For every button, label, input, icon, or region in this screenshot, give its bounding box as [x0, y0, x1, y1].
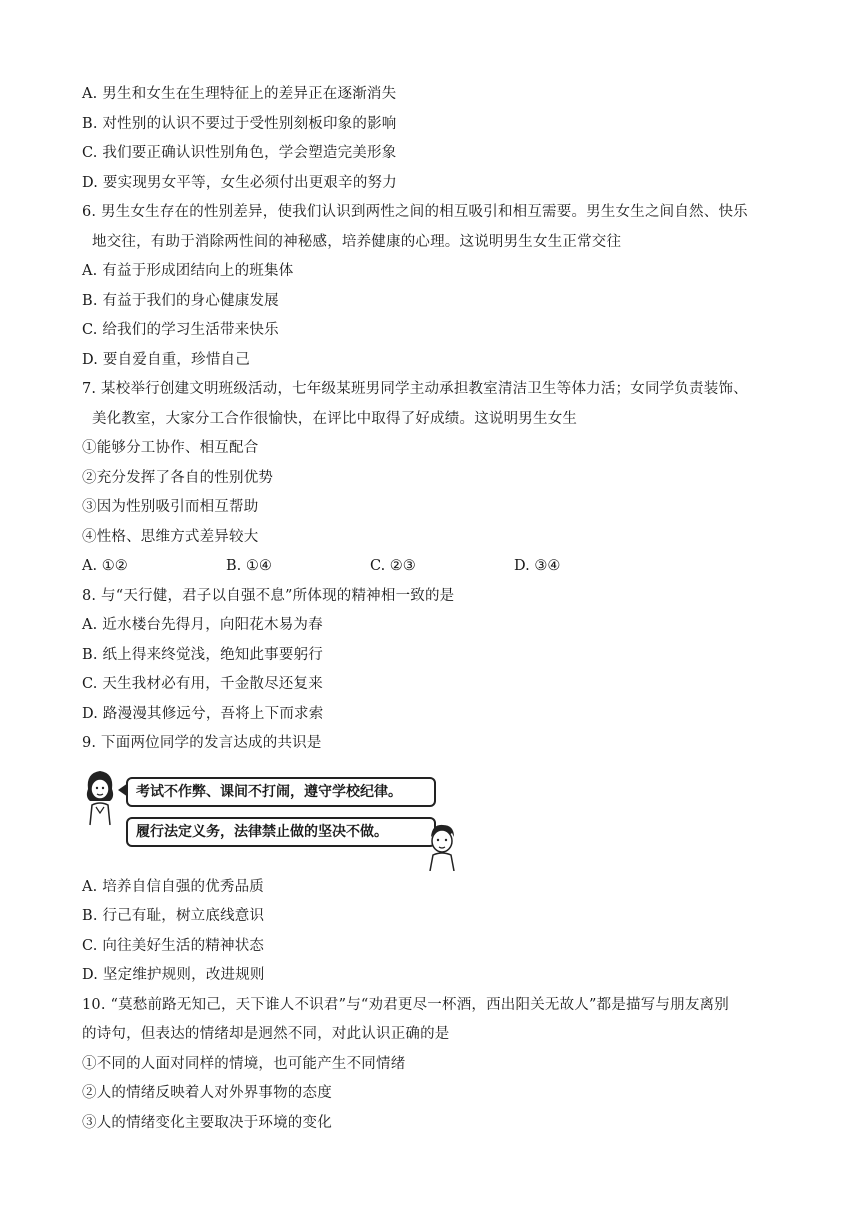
q7-choices — [82, 552, 782, 582]
exam-page — [82, 80, 782, 1138]
q7-choice-a: A. ①② — [82, 558, 128, 574]
q8-option-d: D. 路漫漫其修远兮，吾将上下而求索 — [82, 705, 324, 722]
q6-stem-line-2: 地交往，有助于消除两性间的神秘感，培养健康的心理。这说明男生女生正常交往 — [92, 233, 622, 250]
q9-option-a: A. 培养自信自强的优秀品质 — [82, 878, 264, 895]
q8-option-b: B. 纸上得来终觉浅，绝知此事要躬行 — [82, 646, 323, 663]
q8-option-a: A. 近水楼台先得月，向阳花木易为春 — [82, 617, 323, 633]
q5-option-d: D. 要实现男女平等，女生必须付出更艰辛的努力 — [82, 174, 397, 191]
q9-option-c: C. 向往美好生活的精神状态 — [82, 937, 265, 954]
q7-choice-c: C. ②③ — [370, 558, 416, 574]
speech-bubble-boy: 履行法定义务，法律禁止做的坚决不做。 — [126, 817, 436, 847]
q10-item-3: ③人的情绪变化主要取决于环境的变化 — [82, 1114, 332, 1131]
q10-item-1: ①不同的人面对同样的情境，也可能产生不同情绪 — [82, 1055, 406, 1072]
q10-stem-line-1: 10. “莫愁前路无知己，天下谁人不识君”与“劝君更尽一杯酒，西出阳关无故人”都是描写与朋友离别 — [82, 996, 729, 1013]
q6-option-d: D. 要自爱自重，珍惜自己 — [82, 351, 250, 368]
speech-bubble-girl: 考试不作弊、课间不打闹，遵守学校纪律。 — [126, 777, 436, 807]
q6-option-a: A. 有益于形成团结向上的班集体 — [82, 263, 294, 279]
q9-stem: 9. 下面两位同学的发言达成的共识是 — [82, 735, 322, 751]
q7-item-1: ①能够分工协作、相互配合 — [82, 440, 259, 456]
q7-item-3: ③因为性别吸引而相互帮助 — [82, 499, 259, 515]
q5-option-b: B. 对性别的认识不要过于受性别刻板印象的影响 — [82, 115, 397, 132]
q9-cartoon — [82, 765, 462, 873]
q6-option-c: C. 给我们的学习生活带来快乐 — [82, 322, 279, 338]
q7-stem-line-1: 7. 某校举行创建文明班级活动，七年级某班男同学主动承担教室清洁卫生等体力活；女同学负责装饰、 — [82, 381, 748, 397]
girl-student-icon — [82, 767, 118, 827]
q10-stem-line-2: 的诗句，但表达的情绪却是迥然不同，对此认识正确的是 — [82, 1026, 450, 1042]
q9-option-d: D. 坚定维护规则，改进规则 — [82, 967, 265, 983]
q8-stem: 8. 与“天行健，君子以自强不息”所体现的精神相一致的是 — [82, 587, 455, 604]
q7-choice-d: D. ③④ — [514, 558, 561, 574]
q7-item-4: ④性格、思维方式差异较大 — [82, 528, 259, 545]
q6-option-b: B. 有益于我们的身心健康发展 — [82, 292, 279, 309]
q10-item-2: ②人的情绪反映着人对外界事物的态度 — [82, 1085, 332, 1101]
q6-stem-line-1: 6. 男生女生存在的性别差异，使我们认识到两性之间的相互吸引和相互需要。男生女生之间自然、快乐 — [82, 204, 748, 220]
q7-choice-b: B. ①④ — [226, 558, 272, 574]
q5-option-a: A. 男生和女生在生理特征上的差异正在逐渐消失 — [82, 86, 397, 102]
q7-stem-line-2: 美化教室，大家分工合作很愉快，在评比中取得了好成绩。这说明男生女生 — [92, 410, 578, 427]
q5-option-c: C. 我们要正确认识性别角色，学会塑造完美形象 — [82, 145, 397, 161]
q7-item-2: ②充分发挥了各自的性别优势 — [82, 469, 274, 486]
boy-student-icon — [424, 821, 460, 871]
q9-option-b: B. 行己有耻，树立底线意识 — [82, 908, 265, 924]
q8-option-c: C. 天生我材必有用，千金散尽还复来 — [82, 676, 323, 692]
